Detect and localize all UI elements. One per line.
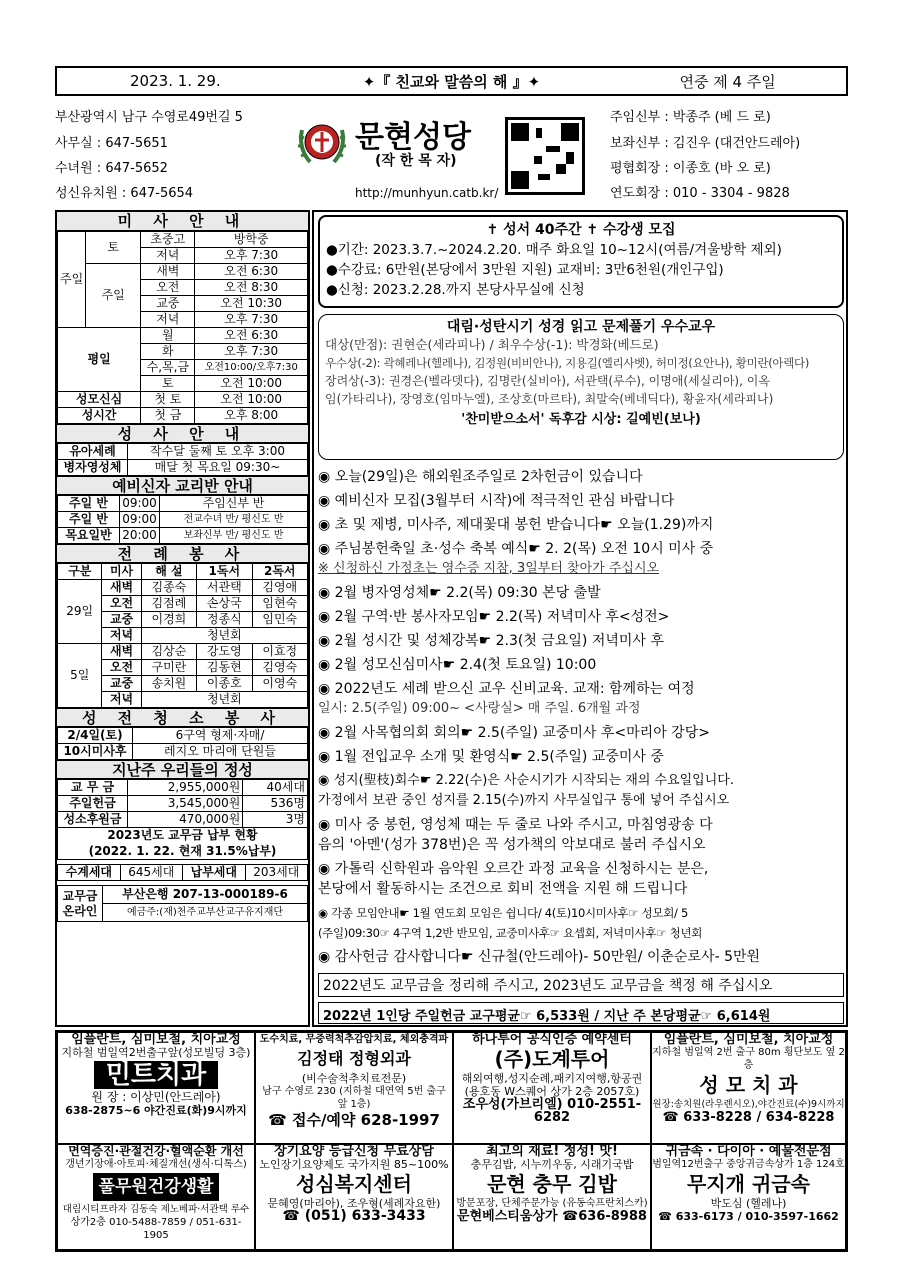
list-item: ◉ 2022년도 세례 받으신 교우 신비교육. 교재: 함께하는 여정 (318, 681, 695, 697)
award-line: 임(가타리나), 장영호(임마누엘), 조상호(마르타), 최말숙(베네딕다), 황윤자(세라피나) (325, 392, 774, 406)
table-cell: 작수달 둘째 토 오후 3:00 (128, 444, 308, 460)
table-cell: 평일 (58, 328, 141, 392)
table-cell: 성소후원금 (58, 812, 128, 828)
table-cell: 새벽 (102, 644, 141, 660)
ad-subline: 노인장기요양제도 국가지원 85~100% (259, 1158, 449, 1171)
ad-name: 문현 충무 김밥 (487, 1172, 617, 1196)
table-cell: 오전 8:30 (195, 280, 308, 296)
list-item: ◉ 주님봉헌축일 초·성수 축복 예식☛ 2. 2(목) 오전 10시 미사 중 (318, 541, 714, 557)
ad-headline: 귀금속 · 다이아 · 예물전문점 (665, 1144, 832, 1159)
table-cell: 임민숙 (252, 612, 307, 628)
table-cell: 주일 반 (58, 512, 120, 528)
table-cell: 서관택 (197, 580, 252, 596)
ad-headline: 임플란트, 심미보철, 치아교정 (663, 1032, 834, 1047)
cleaning-title: 성 전 청 소 봉 사 (57, 708, 308, 727)
table-cell: 6구역 형제·자매/ (133, 728, 308, 744)
table-cell: 3,545,000원 (128, 796, 243, 812)
bible-study-period: ●기간: 2023.3.7.~2024.2.20. 매주 화요일 10~12시(여름/겨울방학 제외) (326, 242, 782, 258)
table-cell: 오전 6:30 (195, 328, 308, 344)
ad-contact-person: 원장:송치원(라우렌시오),야간진료(수)9시까지 (652, 1099, 845, 1110)
table-cell: 1독서 (197, 564, 252, 580)
list-item: ◉ 2월 성시간 및 성체강복☛ 2.3(첫 금요일) 저녁미사 후 (318, 633, 664, 649)
table-cell: 저녁 (102, 692, 141, 708)
table-cell: 성시간 (58, 408, 141, 424)
ad-contact-person: 대림시티프라자 김동숙 제노베파·서관택 루수 (62, 1204, 250, 1215)
table-cell: 수계세대 (58, 865, 121, 881)
advertisement-grid (55, 1030, 848, 1252)
table-cell: 교무금 온라인 (58, 886, 103, 922)
church-name: 문현성당 (355, 120, 471, 155)
catechumen-title: 예비신자 교리반 안내 (57, 476, 308, 495)
altar-service-table (57, 563, 308, 708)
ad-headline: 하나투어 공식인증 예약센터 (472, 1032, 632, 1047)
ad-address: 남구 수영로 230 (지하철 대연역 5번 출구 앞 1층) (262, 1086, 446, 1110)
table-cell: 초중고 (141, 232, 195, 248)
ad-name: 민트치과 (94, 1061, 218, 1089)
table-cell: 방학중 (195, 232, 308, 248)
ad-dogye-tour[interactable] (453, 1032, 651, 1144)
tithe-notice: 2022년도 교무금을 정리해 주시고, 2023년도 교무금을 책정 해 주십시오 (318, 973, 844, 997)
memorial-president-info: 연도회장 : 010 - 3304 - 9828 (610, 186, 790, 201)
ad-phone: ☎ 접수/예약 628-1997 (268, 1111, 440, 1129)
award-line: 장려상(-3): 권경은(벨라뎃다), 김명란(실비아), 서관택(루수), 이명애(세실리아), 이옥 (325, 374, 770, 388)
table-cell: 첫 금 (141, 408, 195, 424)
ad-seongsim-welfare[interactable] (255, 1144, 453, 1250)
ad-headline: 최고의 재료! 정성! 맛! (486, 1144, 618, 1159)
table-cell: 이영숙 (252, 676, 307, 692)
table-cell: 오전 6:30 (195, 264, 308, 280)
assistant-pastor-info: 보좌신부 : 김진우 (대건안드레아) (610, 136, 801, 151)
ad-headline: 장기요양 등급신청 무료상담 (274, 1144, 434, 1159)
table-cell: 구분 (58, 564, 102, 580)
header-bar (55, 66, 848, 96)
table-cell: 저녁 (102, 628, 141, 644)
table-cell: 이경희 (141, 612, 196, 628)
list-item: 가정에서 보관 중인 성지를 2.15(수)까지 사무실입구 통에 넣어 주십시오 (318, 793, 730, 808)
table-cell: 주임신부 반 (160, 496, 308, 512)
table-cell: 새벽 (141, 264, 195, 280)
ad-subline: 지하철 범일역2번출구앞(성모빌딩 3층) (61, 1046, 251, 1059)
list-item: ◉ 2월 성모신심미사☛ 2.4(첫 토요일) 10:00 (318, 657, 597, 673)
table-cell: 김상순 (141, 644, 196, 660)
table-cell: 470,000원 (128, 812, 243, 828)
table-cell: 09:00 (120, 496, 160, 512)
bulletin-date: 2023. 1. 29. (130, 72, 221, 90)
bank-account: 부산은행 207-13-000189-6 (103, 886, 308, 904)
ad-pulmuone[interactable] (57, 1144, 255, 1250)
ad-subline: 충무김밥, 시누끼우동, 시래기국밥 (470, 1158, 634, 1171)
bible-study-box (318, 215, 844, 308)
list-item: ◉ 2월 병자영성체☛ 2.2(목) 09:30 본당 출발 (318, 585, 601, 601)
table-cell: 강도영 (197, 644, 252, 660)
mass-schedule-title: 미 사 안 내 (57, 212, 308, 231)
ad-phone: ☎ (051) 633-3433 (282, 1208, 426, 1224)
ad-name: 김정태 정형외과 (297, 1049, 411, 1068)
pastor-info: 주임신부 : 박종주 (베 드 로) (610, 110, 771, 125)
table-cell: 청년회 (141, 628, 307, 644)
list-item: ◉ 가톨릭 신학원과 음악원 오르간 과정 교육을 신청하시는 분은, (318, 861, 709, 877)
ad-subline: 갱년기장애·아토피·체질개선(생식·디톡스) (65, 1159, 247, 1170)
household-table (57, 864, 308, 881)
table-cell: 이효정 (252, 644, 307, 660)
table-cell: 해 설 (141, 564, 196, 580)
list-item: ◉ 감사헌금 감사합니다☛ 신규철(안드레아)- 50만원/ 이춘순로사- 5만원 (318, 949, 761, 965)
table-cell: 김영숙 (252, 660, 307, 676)
table-cell: 주일 반 (58, 496, 120, 512)
table-cell: 2독서 (252, 564, 307, 580)
table-cell: 2,955,000원 (128, 780, 243, 796)
account-holder: 예금주:(재)천주교부산교구유지재단 (103, 904, 308, 922)
table-cell: 김영애 (252, 580, 307, 596)
kindergarten-phone: 성신유치원 : 647-5654 (55, 186, 194, 201)
table-cell: 저녁 (141, 312, 195, 328)
council-president-info: 평협회장 : 이종호 (바 오 로) (610, 161, 771, 176)
list-item: 음의 '아멘'(성가 378번)은 꼭 성가책의 악보대로 불러 주십시오 (318, 837, 706, 853)
table-cell: 김점례 (141, 596, 196, 612)
altar-service-title: 전 례 봉 사 (57, 544, 308, 563)
table-cell: 203세대 (245, 865, 307, 881)
left-info-panel (55, 210, 310, 1027)
table-cell: 미사 (102, 564, 141, 580)
offering-title: 지난주 우리들의 정성 (57, 760, 308, 779)
award-box (318, 314, 844, 460)
table-cell: 송치원 (141, 676, 196, 692)
table-cell: 오전10:00/오후7:30 (195, 360, 308, 376)
list-item: ◉ 각종 모임안내☛ 1월 연도회 모임은 쉽니다/ 4(토)10시미사후☞ 성모회/ 5 (318, 906, 688, 920)
bible-study-apply: ●신청: 2023.2.28.까지 본당사무실에 신청 (326, 282, 585, 298)
table-cell: 저녁 (141, 248, 195, 264)
bible-study-title: ✝ 성서 40주간 ✝ 수강생 모집 (486, 222, 676, 238)
church-address: 부산광역시 남구 수영로49번길 5 (55, 110, 243, 125)
table-cell: 교중 (102, 676, 141, 692)
table-cell: 월 (141, 328, 195, 344)
table-cell: 교중 (102, 612, 141, 628)
table-cell: 주일 (58, 232, 86, 328)
ad-phone: 638-2875~6 야간진료(화)9시까지 (65, 1104, 247, 1117)
table-cell: 수,목,금 (141, 360, 195, 376)
list-item: ◉ 성지(聖枝)회수☛ 2.22(수)은 사순시기가 시작되는 재의 수요일입니다. (318, 773, 734, 788)
table-cell: 목요일반 (58, 528, 120, 544)
table-cell: 유아세례 (58, 444, 128, 460)
convent-phone: 수녀원 : 647-5652 (55, 161, 168, 176)
payment-status-title: 2023년도 교무금 납부 현황 (58, 828, 308, 844)
table-cell: 오후 7:30 (195, 248, 308, 264)
ad-subline: 해외여행,성지순례,패키지여행,항공권 (461, 1072, 643, 1085)
table-cell: 구미란 (141, 660, 196, 676)
ad-contact-person: 방문포장, 단체주문가능 (유동숙프란치스카) (456, 1198, 648, 1209)
table-cell: 납부세대 (182, 865, 245, 881)
table-cell: 29일 (58, 580, 102, 644)
table-cell: 김동현 (197, 660, 252, 676)
ad-name: (주)도계투어 (494, 1047, 610, 1071)
table-cell: 20:00 (120, 528, 160, 544)
ad-phone: 상가2층 010-5488-7859 / 051-631-1905 (70, 1217, 242, 1241)
bible-study-fee: ●수강료: 6만원(본당에서 3만원 지원) 교재비: 3만6천원(개인구입) (326, 262, 724, 278)
table-cell: 오후 8:00 (195, 408, 308, 424)
table-cell: 손상국 (197, 596, 252, 612)
ad-name: 무지개 귀금속 (687, 1172, 810, 1196)
table-cell: 새벽 (102, 580, 141, 596)
table-cell: 임현숙 (252, 596, 307, 612)
table-cell: 주일 (86, 264, 141, 328)
list-item: ※ 신청하신 가정초는 영수증 지참, 3일부터 찾아가 주십시오 (318, 561, 660, 576)
table-cell: 2/4일(토) (58, 728, 133, 744)
table-cell: 토 (86, 232, 141, 264)
award-line: 우수상(-2): 곽혜레나(헬레나), 김정원(비비안나), 지용길(엘리사벳), 허미정(요안나), 황미란(아렉다) (325, 356, 809, 370)
list-item: ◉ 미사 중 봉헌, 영성체 때는 두 줄로 나와 주시고, 마침영광송 다 (318, 817, 713, 833)
table-cell: 레지오 마리애 단원들 (133, 744, 308, 760)
table-cell: 병자영성체 (58, 460, 128, 476)
table-cell: 09:00 (120, 512, 160, 528)
ad-chungmu-gimbap[interactable] (453, 1144, 651, 1250)
mass-schedule-table (57, 231, 308, 424)
ad-contact-person: 문혜영(마리아), 조우형(세례자요한) (267, 1197, 441, 1210)
ad-subline: 지하철 범일역 2번 출구 80m 횡단보도 옆 2층 (652, 1047, 845, 1071)
ad-phone: ☎ 633-6173 / 010-3597-1662 (658, 1210, 839, 1223)
ad-name: 풀무원건강생활 (93, 1173, 220, 1201)
table-cell: 성모신심 (58, 392, 141, 408)
table-cell: 오후 7:30 (195, 312, 308, 328)
list-item: ◉ 2월 구역·반 봉사자모임☛ 2.2(목) 저녁미사 후<성전> (318, 609, 670, 625)
table-cell: 오전 (102, 660, 141, 676)
church-emblem-icon (296, 112, 348, 172)
ad-orthopedics[interactable] (255, 1032, 453, 1144)
ad-headline: 임플란트, 심미보철, 치아교정 (71, 1032, 241, 1047)
qr-code-icon[interactable] (505, 117, 585, 195)
list-item: 일시: 2.5(주일) 09:00~ <사랑실> 매 주일. 6개월 과정 (318, 701, 641, 716)
table-cell: 화 (141, 344, 195, 360)
table-cell: 5일 (58, 644, 102, 708)
table-cell: 전교수녀 반/ 평신도 반 (160, 512, 308, 528)
payment-status-date: (2022. 1. 22. 현재 31.5%납부) (58, 844, 308, 860)
award-title: 대림·성탄시기 성경 읽고 문제풀기 우수교우 (446, 319, 716, 335)
ad-name: 성심복지센터 (296, 1172, 412, 1196)
offering-average: 2022년 1인당 주일헌금 교구평균☞ 6,533원 / 지난 주 본당평균☞ 6,614원 (318, 1002, 844, 1024)
offering-table (57, 779, 308, 860)
ad-subline: (비수술척추치료전문) (301, 1072, 407, 1085)
ad-rainbow-jewelry[interactable] (651, 1144, 846, 1250)
table-cell: 청년회 (141, 692, 307, 708)
table-cell: 교중 (141, 296, 195, 312)
liturgical-week: 연중 제 4 주일 (679, 72, 776, 91)
table-cell: 정종식 (197, 612, 252, 628)
ad-subline: 범일역12번출구 중앙귀금속상가 1층 124호 (652, 1159, 845, 1170)
ad-phone: 문현베스티움상가 ☎636-8988 (457, 1209, 647, 1224)
year-theme: ✦『 친교와 말씀의 해 』✦ (362, 72, 541, 91)
table-cell: 매달 첫 목요일 09:30~ (128, 460, 308, 476)
news-list (318, 467, 844, 967)
office-phone: 사무실 : 647-5651 (55, 136, 168, 151)
table-cell: 주일헌금 (58, 796, 128, 812)
ad-seongmo-dental[interactable] (651, 1032, 846, 1144)
online-account-table (57, 885, 308, 922)
ad-phone: 조우성(가브리엘) 010-2551-6282 (462, 1097, 642, 1125)
table-cell: 645세대 (120, 865, 182, 881)
list-item: ◉ 오늘(29일)은 해외원조주일로 2차헌금이 있습니다 (318, 469, 643, 485)
list-item: ◉ 초 및 제병, 미사주, 제대꽃대 봉헌 받습니다☛ 오늘(1.29)까지 (318, 517, 714, 533)
ad-headline: 면역증진·관절건강·혈액순환 개선 (68, 1144, 244, 1158)
table-cell: 3명 (243, 812, 308, 828)
ad-address: (용호동 W스퀘어 상가 2층 2057호) (464, 1085, 640, 1098)
list-item: ◉ 1월 전입교우 소개 및 환영식☛ 2.5(주일) 교중미사 중 (318, 749, 664, 765)
ad-phone: ☎ 633-8228 / 634-8228 (662, 1110, 835, 1125)
church-subtitle: (작 한 목 자) (375, 153, 457, 169)
table-cell: 보좌신부 반/ 평신도 반 (160, 528, 308, 544)
church-website-link[interactable]: http://munhyun.catb.kr/ (355, 186, 499, 200)
award-line: '찬미받으소서' 독후감 시상: 길예빈(보나) (461, 412, 701, 427)
table-cell: 이종호 (197, 676, 252, 692)
ad-contact-person: 원 장 : 이상민(안드레아) (91, 1090, 221, 1104)
ad-headline: 도수치료, 무중력척추감압치료, 체외충격파 (259, 1034, 449, 1045)
sacrament-table (57, 443, 308, 476)
list-item: 본당에서 활동하시는 조건으로 회비 전액을 지원 해 드립니다 (318, 881, 688, 897)
table-cell: 오전 10:30 (195, 296, 308, 312)
table-cell: 10시미사후 (58, 744, 133, 760)
table-cell: 토 (141, 376, 195, 392)
ad-contact-person: 박도심 (헬레나) (710, 1197, 787, 1210)
table-cell: 오전 10:00 (195, 376, 308, 392)
list-item: ◉ 2월 사목협의회 회의☛ 2.5(주일) 교중미사 후<마리아 강당> (318, 725, 710, 741)
sacrament-title: 성 사 안 내 (57, 424, 308, 443)
table-cell: 교 무 금 (58, 780, 128, 796)
table-cell: 오전 (102, 596, 141, 612)
table-cell: 536명 (243, 796, 308, 812)
table-cell: 첫 토 (141, 392, 195, 408)
catechumen-table (57, 495, 308, 544)
table-cell: 오전 10:00 (195, 392, 308, 408)
table-cell: 오후 7:30 (195, 344, 308, 360)
table-cell: 김종숙 (141, 580, 196, 596)
table-cell: 40세대 (243, 780, 308, 796)
list-item: ◉ 예비신자 모집(3월부터 시작)에 적극적인 관심 바랍니다 (318, 493, 675, 509)
table-cell: 오전 (141, 280, 195, 296)
ad-mint-dental[interactable] (57, 1032, 255, 1144)
award-line: 대상(만점): 권현순(세라피나) / 최우수상(-1): 박경화(베드로) (325, 337, 659, 352)
cleaning-table (57, 727, 308, 760)
ad-name: 성 모 치 과 (699, 1073, 798, 1097)
list-item: (주일)09:30☞ 4구역 1,2반 반모임, 교중미사후☞ 요셉회, 저녁미사후☞ 청년회 (318, 926, 703, 940)
